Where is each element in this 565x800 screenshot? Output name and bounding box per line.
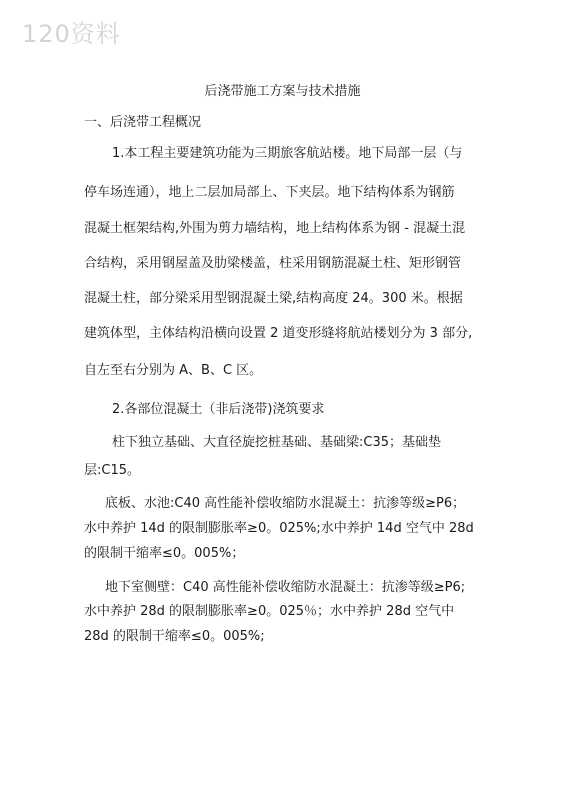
paragraph-line: 水中养护 28d 的限制膨胀率≥0。025％；水中养护 28d 空气中 [84,604,455,619]
paragraph-line: 建筑体型，主体结构沿横向设置 2 道变形缝将航站楼划分为 3 部分, [84,326,473,341]
paragraph-line: 层:C15。 [84,463,140,478]
paragraph-line: 底板、水池:C40 高性能补偿收缩防水混凝土：抗渗等级≥P6； [105,496,466,511]
paragraph-line: 1.本工程主要建筑功能为三期旅客航站楼。地下局部一层（与 [112,146,463,161]
paragraph-line: 28d 的限制干缩率≤0。005%; [84,629,265,644]
paragraph-line: 混凝土柱，部分梁采用型钢混凝土梁,结构高度 24。300 米。根据 [84,291,463,306]
paragraph-line: 地下室侧壁：C40 高性能补偿收缩防水混凝土：抗渗等级≥P6; [105,580,466,595]
subsection-heading: 2.各部位混凝土（非后浇带)浇筑要求 [112,402,325,417]
paragraph-line: 的限制干缩率≤0。005%； [84,546,245,561]
document-title: 后浇带施工方案与技术措施 [204,84,361,99]
paragraph-line: 水中养护 14d 的限制膨胀率≥0。025%;水中养护 14d 空气中 28d [84,521,474,536]
section-heading: 一、后浇带工程概况 [84,115,202,130]
paragraph-line: 柱下独立基础、大直径旋挖桩基础、基础梁:C35；基础垫 [112,435,441,450]
paragraph-line: 停车场连通），地上二层加局部上、下夹层。地下结构体系为钢筋 [84,185,455,200]
paragraph-line: 混凝土框架结构,外围为剪力墙结构，地上结构体系为钢 - 混凝土混 [84,221,466,236]
watermark: 120资料 [22,20,121,48]
paragraph-line: 合结构，采用钢屋盖及肋梁楼盖，柱采用钢筋混凝土柱、矩形钢管 [84,256,462,271]
paragraph-line: 自左至右分别为 A、B、C 区。 [84,363,263,378]
